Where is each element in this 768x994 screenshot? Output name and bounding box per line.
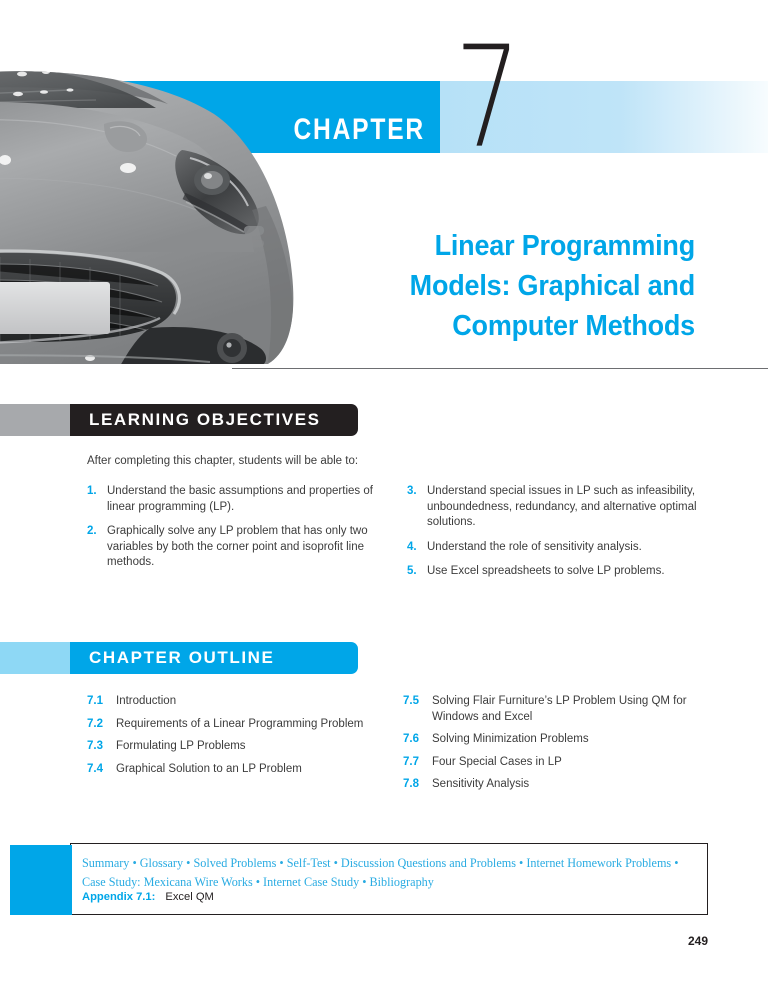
- outline-section-number: 7.8: [403, 778, 419, 790]
- page-title-line-1: Linear Programming: [434, 230, 695, 262]
- chapter-outline-heading: CHAPTER OUTLINE: [70, 642, 358, 674]
- list-item[interactable]: [87, 694, 387, 710]
- objective-text: Understand special issues in LP such as infeasibility, unboundedness, redundancy, and alternative optimal solutions.: [427, 485, 697, 528]
- page-title-line-2: Models: Graphical and: [409, 270, 695, 302]
- summary-accent-block: [10, 845, 72, 915]
- learning-objectives-right-column: [407, 484, 697, 589]
- list-item[interactable]: [87, 762, 387, 778]
- outline-section-title: Requirements of a Linear Programming Problem: [116, 717, 364, 730]
- objective-text: Graphically solve any LP problem that has only two variables by both the corner point and isoprofit line methods.: [107, 525, 368, 568]
- learning-objectives-header-bar: [0, 404, 358, 436]
- outline-section-number: 7.6: [403, 733, 419, 745]
- outline-section-number: 7.4: [87, 762, 103, 775]
- page-title-line-3: Computer Methods: [452, 310, 695, 342]
- chapter-word-label: CHAPTER: [293, 113, 425, 146]
- summary-resource-list: Summary • Glossary • Solved Problems • Self-Test • Discussion Questions and Problems • Internet Homework Problems • Case Study: Mexicana Wire Works • Internet Case Study • Bibliography: [82, 856, 679, 889]
- list-item: [407, 484, 697, 531]
- objective-text: Understand the basic assumptions and properties of linear programming (LP).: [107, 485, 373, 513]
- list-item: [87, 484, 377, 515]
- appendix-title: Excel QM: [165, 891, 214, 903]
- page-title: [265, 226, 695, 346]
- list-item[interactable]: [403, 732, 703, 748]
- objective-number: 3.: [407, 485, 417, 497]
- outline-section-number: 7.7: [403, 755, 419, 768]
- list-item: [407, 540, 697, 556]
- appendix-entry: [82, 891, 214, 903]
- chapter-outline-bar-left-segment: [0, 642, 70, 674]
- appendix-label: Appendix 7.1:: [82, 891, 156, 903]
- objective-number: 4.: [407, 540, 417, 553]
- list-item[interactable]: [87, 717, 387, 733]
- outline-section-title: Formulating LP Problems: [116, 740, 246, 752]
- chapter-outline-header-bar: [0, 642, 358, 674]
- chapter-number: 7: [455, 16, 521, 180]
- chapter-outline-left-column: [87, 694, 387, 784]
- list-item: [407, 564, 697, 580]
- objective-number: 2.: [87, 525, 97, 537]
- learning-objectives-bar-left-segment: [0, 404, 70, 436]
- outline-section-title: Four Special Cases in LP: [432, 755, 562, 768]
- learning-objectives-left-column: [87, 484, 377, 580]
- outline-section-title: Sensitivity Analysis: [432, 778, 530, 790]
- objective-text: Use Excel spreadsheets to solve LP problems.: [427, 565, 665, 577]
- page-number: 249: [687, 934, 708, 948]
- outline-section-title: Introduction: [116, 695, 177, 707]
- objective-text: Understand the role of sensitivity analysis.: [427, 540, 642, 553]
- objective-number: 1.: [87, 485, 97, 497]
- outline-section-number: 7.1: [87, 695, 103, 707]
- outline-section-title: Graphical Solution to an LP Problem: [116, 762, 302, 775]
- chapter-outline-right-column: [403, 694, 703, 800]
- outline-section-number: 7.2: [87, 717, 103, 730]
- list-item[interactable]: [403, 777, 703, 793]
- outline-section-number: 7.3: [87, 740, 103, 752]
- list-item[interactable]: [403, 755, 703, 771]
- outline-section-title: Solving Flair Furniture’s LP Problem Using QM for Windows and Excel: [432, 695, 687, 723]
- outline-section-title: Solving Minimization Problems: [432, 733, 589, 745]
- list-item: [87, 524, 377, 571]
- list-item[interactable]: [87, 739, 387, 755]
- objective-number: 5.: [407, 565, 417, 577]
- learning-objectives-lead-in: After completing this chapter, students will be able to:: [87, 455, 359, 467]
- outline-section-number: 7.5: [403, 695, 419, 707]
- list-item[interactable]: [403, 694, 703, 725]
- learning-objectives-heading: LEARNING OBJECTIVES: [70, 404, 358, 436]
